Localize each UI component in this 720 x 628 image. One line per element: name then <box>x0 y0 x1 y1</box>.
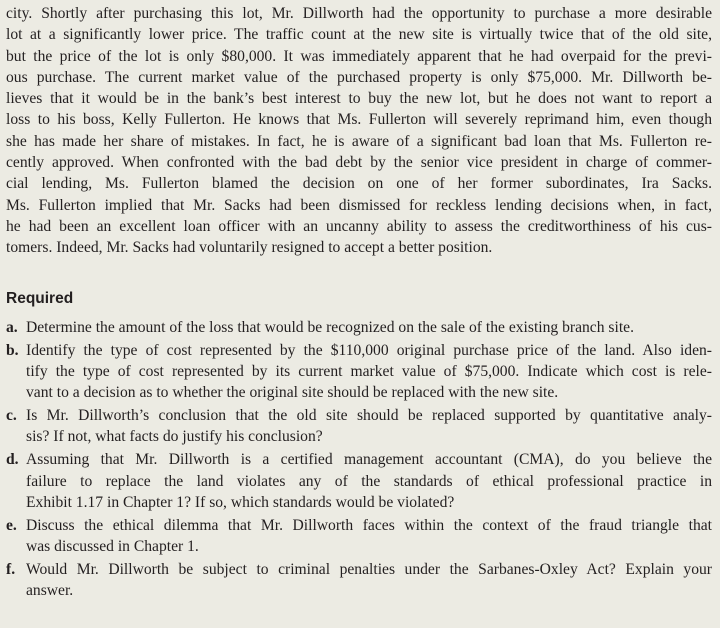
required-item <box>6 317 712 338</box>
required-item <box>6 559 712 602</box>
paragraph-line: city. Shortly after purchasing this lot, Mr. Dillworth had the opportunity to purchase a more desirable <box>6 5 712 22</box>
item-letter: e. <box>6 516 17 534</box>
paragraph-line: cently approved. When confronted with the bad debt by the senior vice president in charge of commer- <box>6 154 712 172</box>
item-letter: b. <box>6 341 19 359</box>
paragraph-line: ous purchase. The current market value of the purchased property is only $75,000. Mr. Dillworth be- <box>6 68 712 86</box>
item-line: Is Mr. Dillworth’s conclusion that the old site should be replaced supported by quantitative analy- <box>26 407 712 425</box>
item-letter: d. <box>6 451 19 469</box>
item-line: answer. <box>26 582 74 600</box>
item-line: sis? If not, what facts do justify his conclusion? <box>26 428 323 446</box>
required-item <box>6 340 712 404</box>
item-line: Exhibit 1.17 in Chapter 1? If so, which standards would be violated? <box>26 493 455 511</box>
item-letter: a. <box>6 319 18 336</box>
item-line: Identify the type of cost represented by the $110,000 original purchase price of the land. Also iden- <box>26 341 712 359</box>
item-letter: c. <box>6 407 17 425</box>
item-line: failure to replace the land violates any of the standards of ethical professional practice in <box>26 472 712 490</box>
item-line: Determine the amount of the loss that would be recognized on the sale of the existing branch site. <box>26 319 634 336</box>
item-line: Assuming that Mr. Dillworth is a certified management accountant (CMA), do you believe the <box>26 451 712 469</box>
paragraph-line: lieves that it would be in the bank’s best interest to buy the new lot, but he does not want to report a <box>6 90 712 108</box>
required-list <box>6 317 712 603</box>
paragraph-line: loss to his boss, Kelly Fullerton. He knows that Ms. Fullerton will severely reprimand him, even though <box>6 111 712 129</box>
item-line: tify the type of cost represented by its current market value of $75,000. Indicate which cost is rele- <box>26 363 712 381</box>
paragraph-line: Ms. Fullerton implied that Mr. Sacks had been dismissed for reckless lending decisions when, in fact, <box>6 196 712 214</box>
item-letter: f. <box>6 560 16 578</box>
paragraph-line: she has made her share of mistakes. In fact, he is aware of a significant bad loan that Ms. Fullerton re- <box>6 132 712 150</box>
item-line: was discussed in Chapter 1. <box>26 537 199 555</box>
case-paragraph <box>6 3 712 259</box>
item-line: vant to a decision as to whether the original site should be replaced with the new site. <box>26 384 559 402</box>
required-item <box>6 449 712 513</box>
paragraph-line: cial lending, Ms. Fullerton blamed the decision on one of her former subordinates, Ira Sacks. <box>6 175 712 193</box>
required-item <box>6 405 712 448</box>
paragraph-line: tomers. Indeed, Mr. Sacks had voluntarily resigned to accept a better position. <box>6 239 493 257</box>
required-item <box>6 515 712 558</box>
item-line: Discuss the ethical dilemma that Mr. Dillworth faces within the context of the fraud triangle that <box>26 516 712 534</box>
paragraph-line: lot at a significantly lower price. The traffic count at the new site is virtually twice that of the old site, <box>6 26 712 44</box>
item-line: Would Mr. Dillworth be subject to criminal penalties under the Sarbanes-Oxley Act? Explain your <box>26 560 712 578</box>
paragraph-line: but the price of the lot is only $80,000. It was immediately apparent that he had overpaid for the previ- <box>6 47 712 65</box>
paragraph-line: he had been an excellent loan officer with an uncanny ability to assess the creditworthiness of his cus- <box>6 217 712 235</box>
required-heading: Required <box>6 290 74 307</box>
